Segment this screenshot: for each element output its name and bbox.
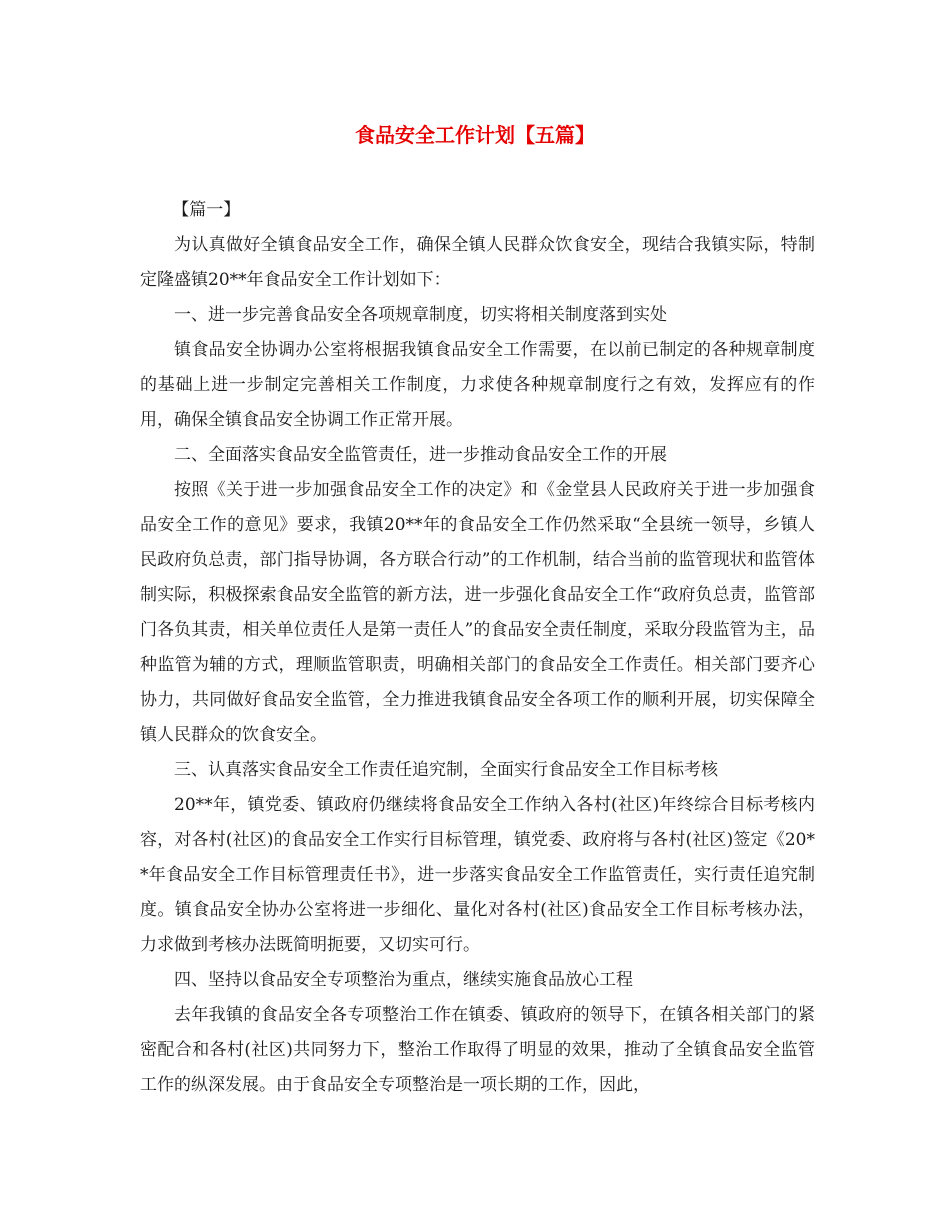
heading-2: 二、全面落实食品安全监管责任，进一步推动食品安全工作的开展 [174,445,667,465]
heading-3: 三、认真落实食品安全工作责任追究制，全面实行食品安全工作目标考核 [174,760,718,780]
paragraph-3: 20**年，镇党委、镇政府仍继续将食品安全工作纳入各村(社区)年终综合目标考核内容，对各村(社区)的食品安全工作实行目标管理，镇党委、政府将与各村(社区)签定《20**年食品安全工作目标管理责任书》，进一步落实食品安全工作监管责任，实行责任追究制度。镇食品安全协办公室将进一步细化、量化对各村(社区)食品安全工作目标考核办法，力求做到考核办法既简明扼要，又切实可行。 [140,795,815,955]
intro-paragraph: 为认真做好全镇食品安全工作，确保全镇人民群众饮食安全，现结合我镇实际，特制定隆盛镇20**年食品安全工作计划如下： [140,235,815,290]
document-title: 食品安全工作计划【五篇】 [355,123,595,147]
paragraph-1: 镇食品安全协调办公室将根据我镇食品安全工作需要，在以前已制定的各种规章制度的基础上进一步制定完善相关工作制度，力求使各种规章制度行之有效，发挥应有的作用，确保全镇食品安全协调工作正常开展。 [140,340,815,430]
section-label: 【篇一】 [172,200,241,220]
paragraph-2: 按照《关于进一步加强食品安全工作的决定》和《金堂县人民政府关于进一步加强食品安全工作的意见》要求，我镇20**年的食品安全工作仍然采取“全县统一领导，乡镇人民政府负总责，部门指导协调，各方联合行动”的工作机制，结合当前的监管现状和监管体制实际，积极探索食品安全监管的新方法，进一步强化食品安全工作“政府负总责，监管部门各负其责，相关单位责任人是第一责任人”的食品安全责任制度，采取分段监管为主，品种监管为辅的方式，理顺监管职责，明确相关部门的食品安全工作责任。相关部门要齐心协力，共同做好食品安全监管，全力推进我镇食品安全各项工作的顺利开展，切实保障全镇人民群众的饮食安全。 [140,480,815,745]
heading-1: 一、进一步完善食品安全各项规章制度，切实将相关制度落到实处 [174,305,667,325]
heading-4: 四、坚持以食品安全专项整治为重点，继续实施食品放心工程 [174,970,633,990]
paragraph-4: 去年我镇的食品安全各专项整治工作在镇委、镇政府的领导下，在镇各相关部门的紧密配合和各村(社区)共同努力下，整治工作取得了明显的效果，推动了全镇食品安全监管工作的纵深发展。由于食品安全专项整治是一项长期的工作，因此， [140,1005,815,1095]
document-body [140,193,815,1103]
